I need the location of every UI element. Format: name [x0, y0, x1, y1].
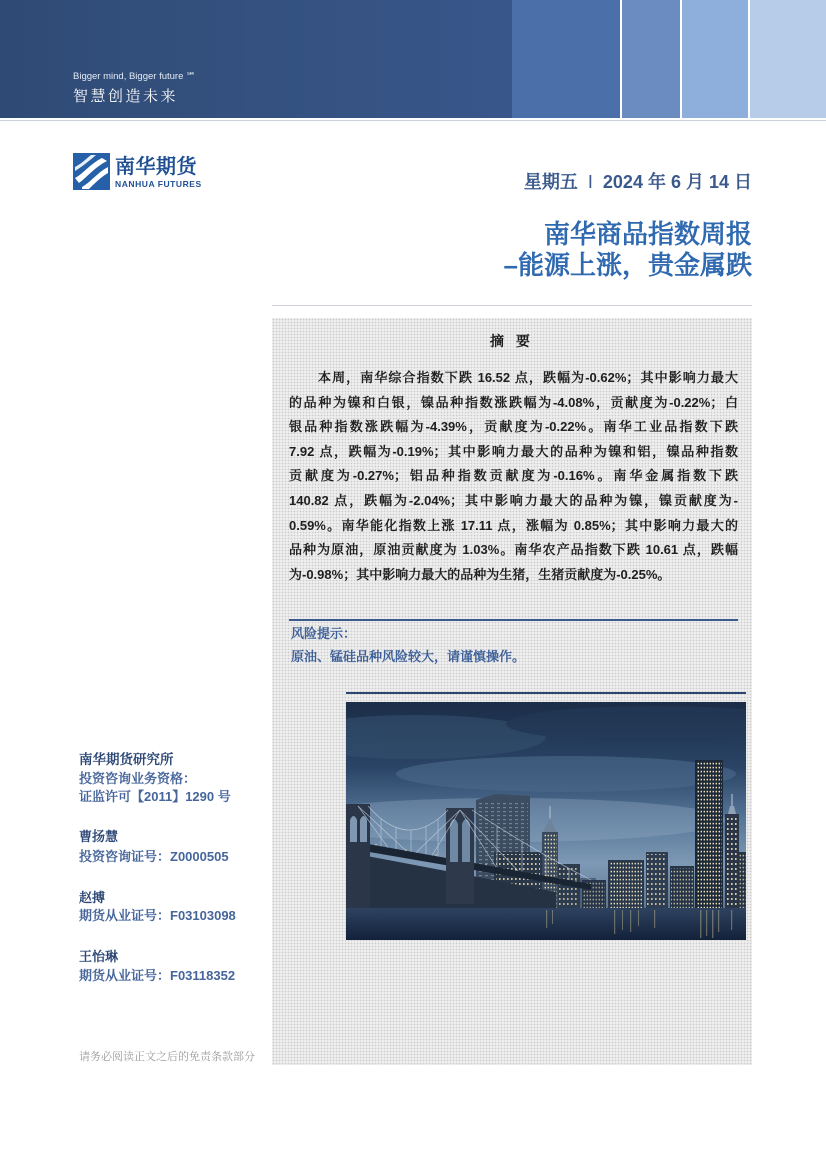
summary-paragraph	[289, 366, 738, 587]
title-divider	[272, 305, 752, 306]
weekday: 星期五	[523, 172, 578, 192]
summary-line: 140.82 点，跌幅为-2.04%；其中影响力最大的品种为镍，镍贡献度为-	[289, 492, 738, 508]
slogan-english: Bigger mind, Bigger future ℠	[73, 71, 196, 82]
summary-line: 本周，南华综合指数下跌 16.52 点，跌幅为-0.62%；其中影响力最大	[318, 370, 738, 385]
banner-color-block	[682, 0, 748, 118]
company-name-english: NANHUA FUTURES	[115, 179, 202, 189]
analyst-cert: 期货从业证号：F03118352	[79, 968, 236, 983]
nanhua-logo-icon	[73, 153, 110, 190]
qualification-label: 投资咨询业务资格：	[79, 771, 197, 786]
analyst-cert: 期货从业证号：F03103098	[79, 908, 236, 923]
report-title: 南华商品指数周报	[543, 219, 752, 249]
image-divider	[346, 692, 746, 694]
header-banner	[0, 0, 826, 118]
summary-heading: 摘 要	[490, 333, 534, 349]
company-name-chinese: 南华期货	[115, 156, 197, 178]
summary-line: 品种为原油，原油贡献度为 1.03%。南华农产品指数下跌 10.61 点，跌幅	[289, 542, 738, 558]
analyst-name: 赵搏	[79, 890, 106, 905]
report-date	[524, 171, 752, 193]
summary-line: 银品种指数涨跌幅为-4.39%，贡献度为-0.22%。南华工业品指数下跌	[289, 419, 738, 435]
banner-color-block	[750, 0, 826, 118]
institute-name: 南华期货研究所	[79, 752, 174, 767]
summary-line: 贡献度为-0.27%；铝品种指数贡献度为-0.16%。南华金属指数下跌	[289, 468, 738, 484]
disclaimer-note: 请务必阅读正文之后的免责条款部分	[79, 1051, 255, 1063]
analyst-name: 曹扬慧	[79, 829, 119, 844]
right-tower	[695, 760, 723, 910]
risk-label: 风险提示：	[291, 626, 357, 641]
summary-line: 为-0.98%；其中影响力最大的品种为生猪，生猪贡献度为-0.25%。	[289, 566, 671, 582]
banner-color-block	[512, 0, 620, 118]
city-skyline-image	[346, 702, 746, 940]
report-subtitle: –能源上涨，贵金属跌	[503, 250, 752, 280]
summary-line: 7.92 点，跌幅为-0.19%；其中影响力最大的品种为镍和铝，镍品种指数	[289, 443, 738, 459]
slogan-chinese: 智慧创造未来	[73, 88, 179, 105]
banner-color-block	[622, 0, 680, 118]
risk-text: 原油、锰硅品种风险较大，请谨慎操作。	[291, 649, 526, 664]
clouds	[346, 706, 746, 842]
summary-line: 的品种为镍和白银，镍品种指数涨跌幅为-4.08%，贡献度为-0.22%；白	[289, 394, 738, 410]
risk-divider	[289, 619, 738, 621]
date-text: 2024 年 6 月 14 日	[602, 172, 752, 192]
date-separator: I	[587, 172, 593, 192]
analyst-name: 王怡琳	[79, 949, 119, 964]
license-number: 证监许可【2011】1290 号	[79, 789, 231, 804]
analyst-cert: 投资咨询证号：Z0000505	[79, 849, 229, 864]
summary-line: 0.59%。南华能化指数上涨 17.11 点，涨幅为 0.85%；其中影响力最大的	[289, 517, 738, 533]
banner-divider	[0, 120, 826, 121]
